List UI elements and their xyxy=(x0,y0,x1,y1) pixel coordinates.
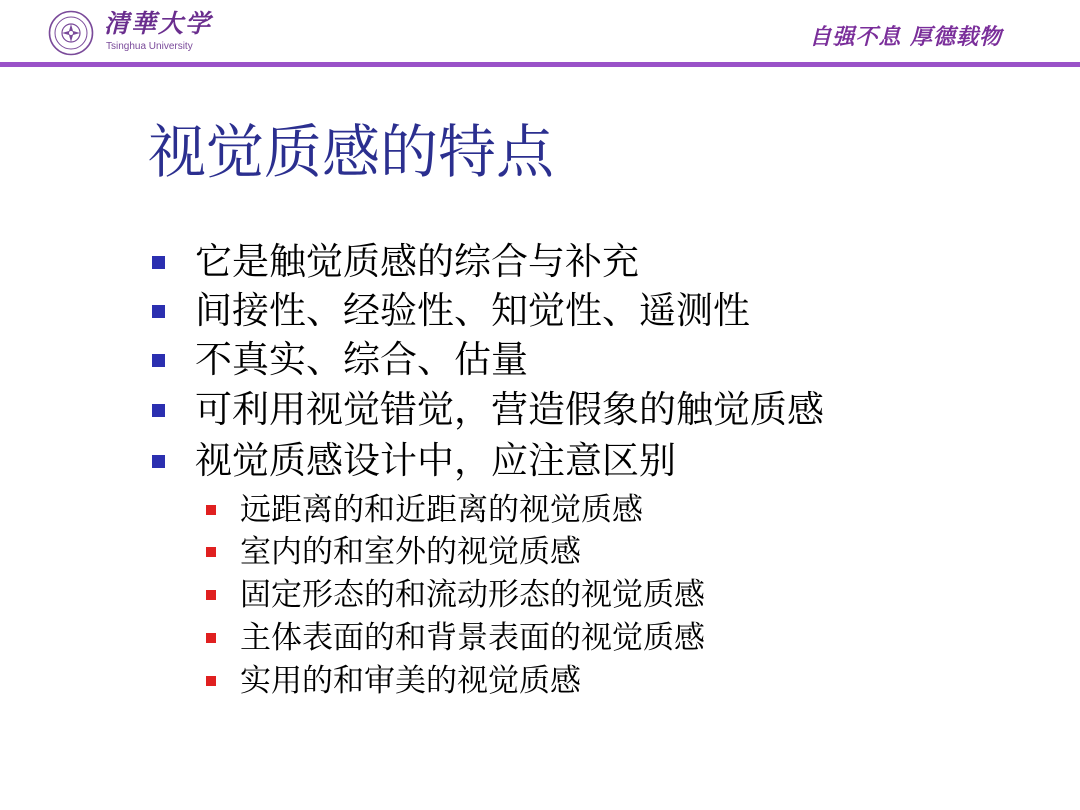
header-divider xyxy=(0,62,1080,67)
sub-bullet-item xyxy=(206,489,643,531)
sub-bullet-item xyxy=(206,660,581,702)
bullet-text: 它是触觉质感的综合与补充 xyxy=(195,240,639,283)
sub-bullet-text: 室内的和室外的视觉质感 xyxy=(240,534,581,570)
bullet-text: 间接性、经验性、知觉性、遥测性 xyxy=(195,289,750,332)
sub-bullet-item xyxy=(206,574,705,616)
square-bullet-icon xyxy=(152,305,165,318)
square-bullet-icon xyxy=(206,547,216,557)
bullet-text: 不真实、综合、估量 xyxy=(195,338,528,381)
sub-bullet-item xyxy=(206,531,581,573)
university-name-cn: 清華大学 xyxy=(104,9,213,38)
square-bullet-icon xyxy=(206,633,216,643)
sub-bullet-text: 固定形态的和流动形态的视觉质感 xyxy=(240,577,705,613)
slide-title: 视觉质感的特点 xyxy=(148,118,555,186)
sub-bullet-text: 主体表面的和背景表面的视觉质感 xyxy=(240,620,705,656)
bullet-item xyxy=(152,386,824,434)
sub-bullet-item xyxy=(206,617,705,659)
square-bullet-icon xyxy=(152,455,165,468)
square-bullet-icon xyxy=(152,404,165,417)
university-name-en: Tsinghua University xyxy=(106,41,193,52)
square-bullet-icon xyxy=(152,256,165,269)
bullet-item xyxy=(152,336,528,384)
square-bullet-icon xyxy=(206,676,216,686)
bullet-item xyxy=(152,238,639,286)
square-bullet-icon xyxy=(206,505,216,515)
bullet-text: 可利用视觉错觉，营造假象的触觉质感 xyxy=(195,388,824,431)
square-bullet-icon xyxy=(152,354,165,367)
bullet-item xyxy=(152,437,676,485)
square-bullet-icon xyxy=(206,590,216,600)
sub-bullet-text: 远距离的和近距离的视觉质感 xyxy=(240,492,643,528)
university-seal-icon xyxy=(48,10,94,56)
bullet-text: 视觉质感设计中，应注意区别 xyxy=(195,439,676,482)
university-motto: 自强不息 厚德载物 xyxy=(809,24,1002,50)
bullet-item xyxy=(152,287,750,335)
sub-bullet-text: 实用的和审美的视觉质感 xyxy=(240,663,581,699)
